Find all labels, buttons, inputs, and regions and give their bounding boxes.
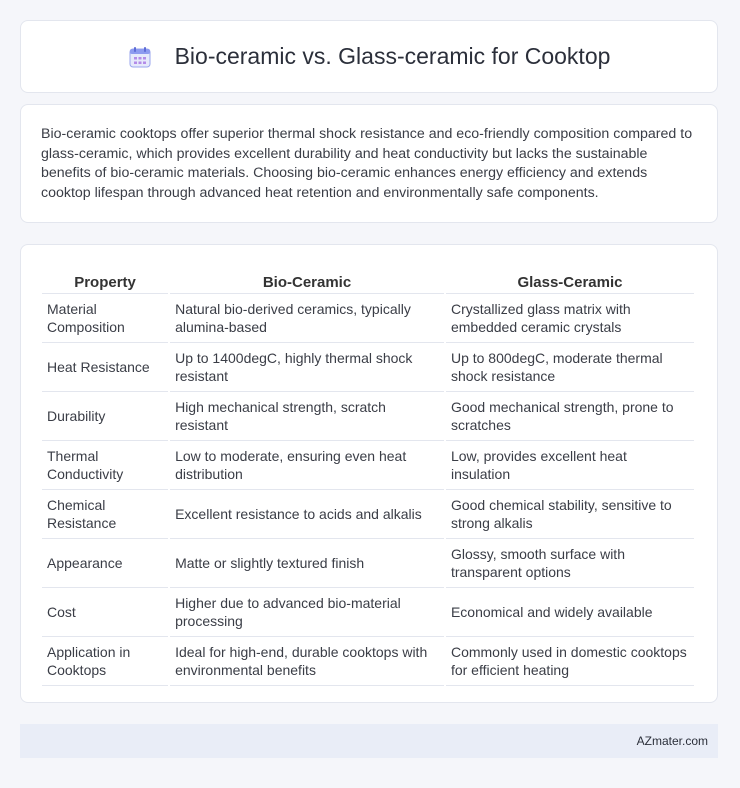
row-bio-ceramic: Matte or slightly textured finish [170, 539, 444, 588]
row-property: Heat Resistance [42, 343, 168, 392]
page-title [128, 43, 611, 70]
row-property: Thermal Conductivity [42, 441, 168, 490]
summary-text: Bio-ceramic cooktops offer superior thermal shock resistance and eco-friendly composition compared to glass-ceramic, which provides excellent durability and heat conductivity but lacks the sustainable benefits of bio-ceramic materials. Choosing bio-ceramic enhances energy efficiency and extends cooktop lifespan through advanced heat retention and environmentally safe components. [41, 126, 693, 201]
row-glass-ceramic: Economical and widely available [446, 588, 694, 637]
row-bio-ceramic: Higher due to advanced bio-material processing [170, 588, 444, 637]
row-glass-ceramic: Commonly used in domestic cooktops for efficient heating [446, 637, 694, 686]
table-row [42, 343, 694, 392]
comparison-table-card [20, 244, 718, 703]
row-property: Material Composition [42, 294, 168, 343]
header-bio-ceramic: Bio-Ceramic [170, 265, 444, 294]
row-property: Appearance [42, 539, 168, 588]
row-property: Application in Cooktops [42, 637, 168, 686]
table-header-row [42, 265, 694, 294]
row-bio-ceramic: Natural bio-derived ceramics, typically alumina-based [170, 294, 444, 343]
row-property: Cost [42, 588, 168, 637]
row-glass-ceramic: Good mechanical strength, prone to scratches [446, 392, 694, 441]
row-glass-ceramic: Glossy, smooth surface with transparent options [446, 539, 694, 588]
row-glass-ceramic: Up to 800degC, moderate thermal shock resistance [446, 343, 694, 392]
row-glass-ceramic: Crystallized glass matrix with embedded ceramic crystals [446, 294, 694, 343]
table-row [42, 441, 694, 490]
calendar-icon [128, 45, 152, 69]
footer [20, 724, 718, 758]
row-glass-ceramic: Good chemical stability, sensitive to strong alkalis [446, 490, 694, 539]
comparison-table [40, 265, 696, 686]
page-title-text: Bio-ceramic vs. Glass-ceramic for Cooktop [174, 43, 611, 69]
title-card [20, 20, 718, 93]
header-glass-ceramic: Glass-Ceramic [446, 265, 694, 294]
row-bio-ceramic: High mechanical strength, scratch resistant [170, 392, 444, 441]
table-row [42, 294, 694, 343]
row-glass-ceramic: Low, provides excellent heat insulation [446, 441, 694, 490]
row-property: Durability [42, 392, 168, 441]
row-bio-ceramic: Low to moderate, ensuring even heat distribution [170, 441, 444, 490]
row-bio-ceramic: Up to 1400degC, highly thermal shock resistant [170, 343, 444, 392]
table-row [42, 539, 694, 588]
row-bio-ceramic: Excellent resistance to acids and alkalis [170, 490, 444, 539]
footer-site-link[interactable]: AZmater.com [636, 734, 708, 748]
table-row [42, 392, 694, 441]
row-bio-ceramic: Ideal for high-end, durable cooktops with environmental benefits [170, 637, 444, 686]
table-row [42, 637, 694, 686]
table-row [42, 588, 694, 637]
table-row [42, 490, 694, 539]
header-property: Property [42, 265, 168, 294]
row-property: Chemical Resistance [42, 490, 168, 539]
summary-card [20, 104, 718, 223]
